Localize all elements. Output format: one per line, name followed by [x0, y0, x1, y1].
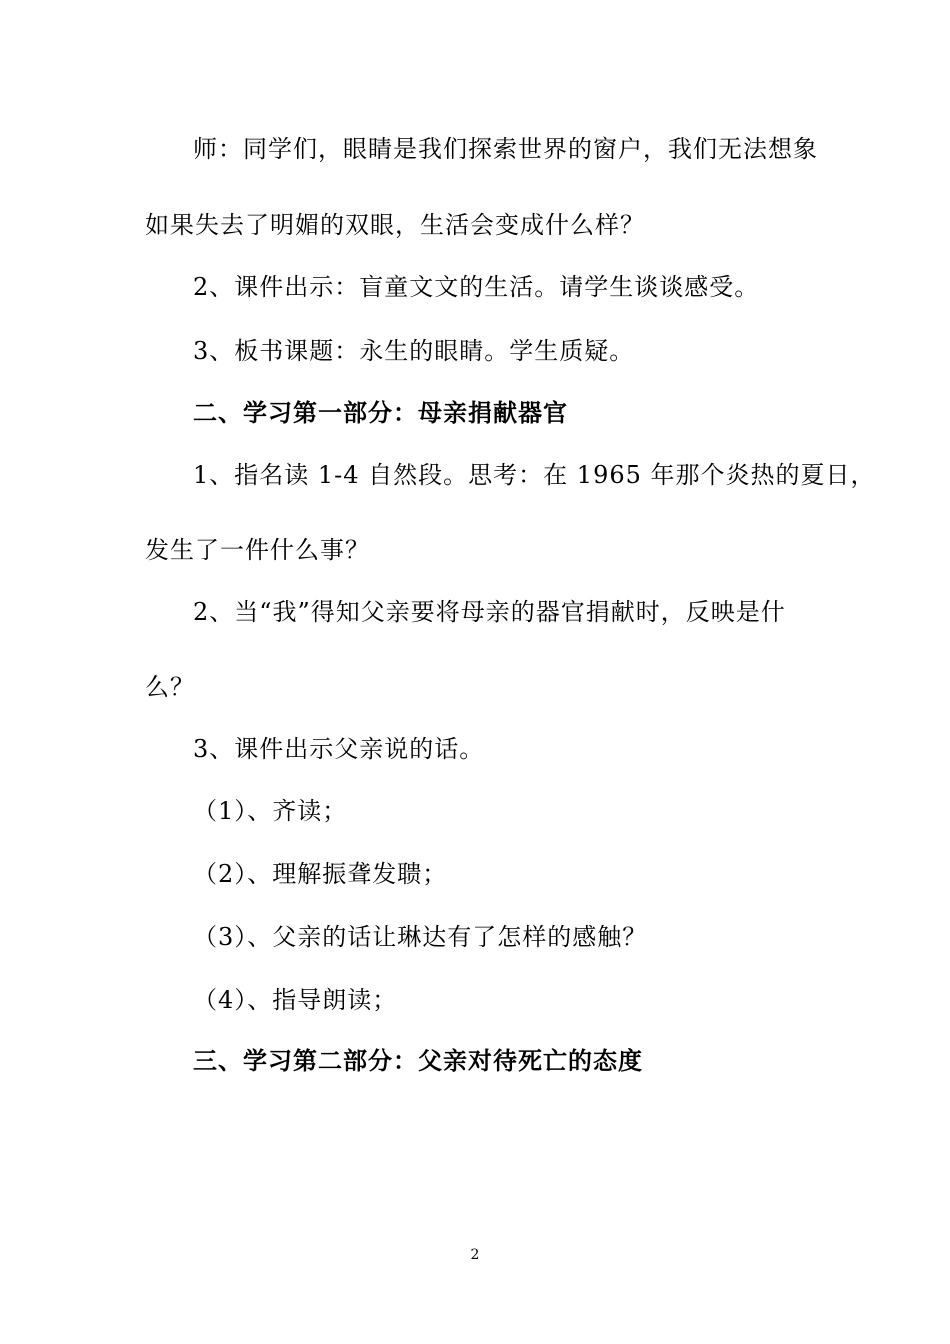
- list-item: 1、指名读 1-4 自然段。思考：在 1965 年那个炎热的夏日，: [193, 461, 876, 489]
- page-number: 2: [470, 1247, 480, 1263]
- list-item: 2、当“我”得知父亲要将母亲的器官捐献时，反映是什: [193, 598, 786, 626]
- sub-list-item: （1）、齐读；: [193, 797, 348, 825]
- list-item: 2、课件出示：盲童文文的生活。请学生谈谈感受。: [193, 273, 760, 301]
- list-item: 3、课件出示父亲说的话。: [193, 735, 485, 763]
- paragraph-line: 么？: [145, 673, 195, 701]
- section-heading: 三、学习第二部分：父亲对待死亡的态度: [193, 1046, 643, 1075]
- list-item: 3、板书课题：永生的眼睛。学生质疑。: [193, 337, 635, 365]
- paragraph-line: 如果失去了明媚的双眼，生活会变成什么样？: [145, 211, 645, 239]
- sub-list-item: （2）、理解振聋发聩；: [193, 860, 448, 888]
- sub-list-item: （4）、指导朗读；: [193, 986, 398, 1014]
- paragraph-line: 师：同学们，眼睛是我们探索世界的窗户，我们无法想象: [193, 135, 818, 163]
- sub-list-item: （3）、父亲的话让琳达有了怎样的感触？: [193, 923, 648, 951]
- section-heading: 二、学习第一部分：母亲捐献器官: [193, 398, 568, 427]
- paragraph-line: 发生了一件什么事？: [145, 536, 370, 564]
